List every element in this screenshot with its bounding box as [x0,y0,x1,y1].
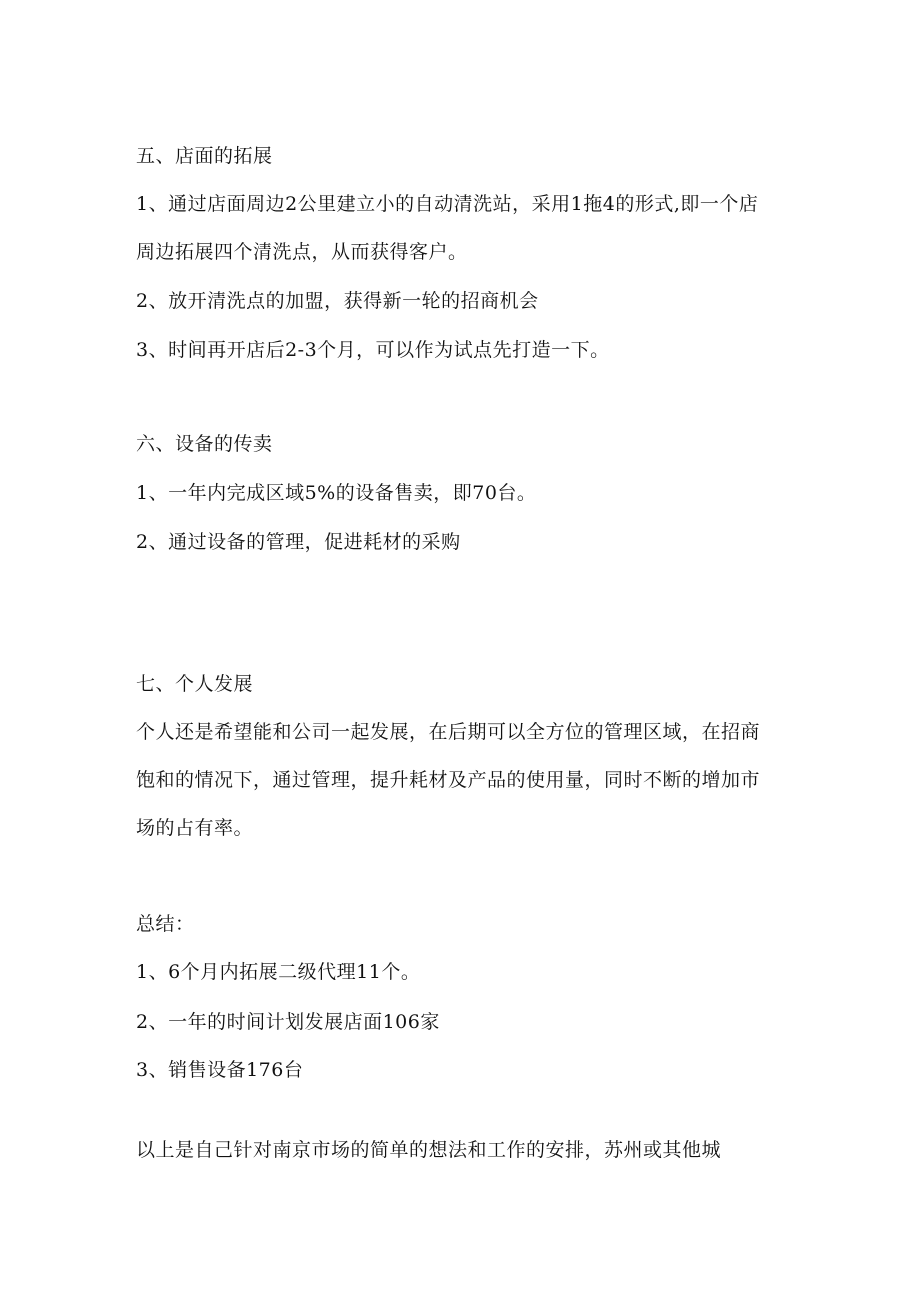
summary-item3: 3、销售设备176台 [136,1059,304,1081]
section7-para-line3: 场的占有率。 [136,817,254,839]
section5-item2: 2、放开清洗点的加盟，获得新一轮的招商机会 [136,290,539,312]
section7-heading: 七、个人发展 [136,673,254,695]
section7-para-line1: 个人还是希望能和公司一起发展，在后期可以全方位的管理区域，在招商 [136,721,761,743]
section6-item2: 2、通过设备的管理，促进耗材的采购 [136,531,461,553]
section6-item1: 1、一年内完成区域5%的设备售卖，即70台。 [136,482,537,504]
summary-item1: 1、6个月内拓展二级代理11个。 [136,961,421,983]
section5-item1-line2: 周边拓展四个清洗点，从而获得客户。 [136,241,468,263]
section6-heading: 六、设备的传卖 [136,433,273,455]
summary-heading: 总结： [136,913,195,935]
closing-line1: 以上是自己针对南京市场的简单的想法和工作的安排，苏州或其他城 [136,1139,722,1161]
section5-heading: 五、店面的拓展 [136,145,273,167]
summary-item2: 2、一年的时间计划发展店面106家 [136,1011,440,1033]
section5-item1-line1: 1、通过店面周边2公里建立小的自动清洗站，采用1拖4的形式,即一个店 [136,193,759,215]
section7-para-line2: 饱和的情况下，通过管理，提升耗材及产品的使用量，同时不断的增加市 [136,769,761,791]
section5-item3: 3、时间再开店后2-3个月，可以作为试点先打造一下。 [136,339,610,361]
